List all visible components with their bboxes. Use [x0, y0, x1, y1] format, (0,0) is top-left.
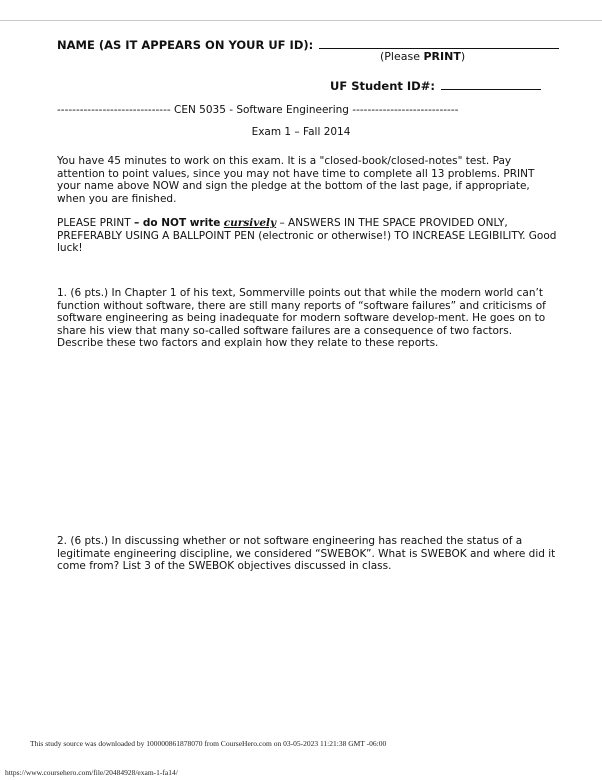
name-label: NAME (AS IT APPEARS ON YOUR UF ID): [57, 38, 314, 52]
student-id-label: UF Student ID#: [330, 79, 435, 93]
footer-source-note: This study source was downloaded by 100000861878070 from CourseHero.com on 03-05-2023 11:21:38 GMT -06:00 [30, 739, 387, 748]
instructions-p2-cursive: cursively [223, 217, 277, 229]
instructions-paragraph-2 [57, 217, 557, 255]
instructions-p2-start: PLEASE PRINT [57, 217, 134, 229]
instructions-p2-bold: – do NOT write [133, 217, 221, 229]
course-title-line: ------------------------------ CEN 5035 - Software Engineering ---------------------------- [57, 104, 459, 116]
name-field-row [57, 37, 559, 52]
question-2: 2. (6 pts.) In discussing whether or not software engineering has reached the status of a legitimate engineering discipline, we considered “SWEBOK”. What is SWEBOK and where did it come from? List 3 of the SWEBOK objectives discussed in class. [57, 535, 556, 573]
student-id-blank-line [441, 78, 541, 90]
student-id-row [330, 78, 541, 93]
please-print-note [380, 50, 465, 63]
name-blank-line [319, 37, 559, 49]
please-print-close: ) [460, 50, 466, 63]
footer-url[interactable]: https://www.coursehero.com/file/20484928/exam-1-fa14/ [5, 768, 178, 777]
page-top-rule [0, 20, 602, 21]
instructions-p2-end: – ANSWERS IN THE SPACE PROVIDED ONLY, PREFERABLY USING A BALLPOINT PEN (electronic or otherwise!) TO INCREASE LEGIBILITY. Good luck! [57, 217, 557, 255]
instructions-paragraph-1: You have 45 minutes to work on this exam. It is a "closed-book/closed-notes" test. Pay attention to point values, since you may not have time to complete all 13 problems. PRINT your name above NOW and sign the pledge at the bottom of the last page, if appropriate, when you are finished. [57, 155, 535, 205]
please-print-bold: PRINT [423, 50, 461, 63]
please-print-open: (Please [380, 50, 420, 63]
question-1: 1. (6 pts.) In Chapter 1 of his text, Sommerville points out that while the modern world can’t function without software, there are still many reports of “software failures” and criticisms of software engineering as being inadequate for modern software develop-ment. He goes on to share his view that many so-called software failures are a consequence of two factors. Describe these two factors and explain how they relate to these reports. [57, 287, 546, 350]
exam-title: Exam 1 – Fall 2014 [251, 126, 351, 138]
